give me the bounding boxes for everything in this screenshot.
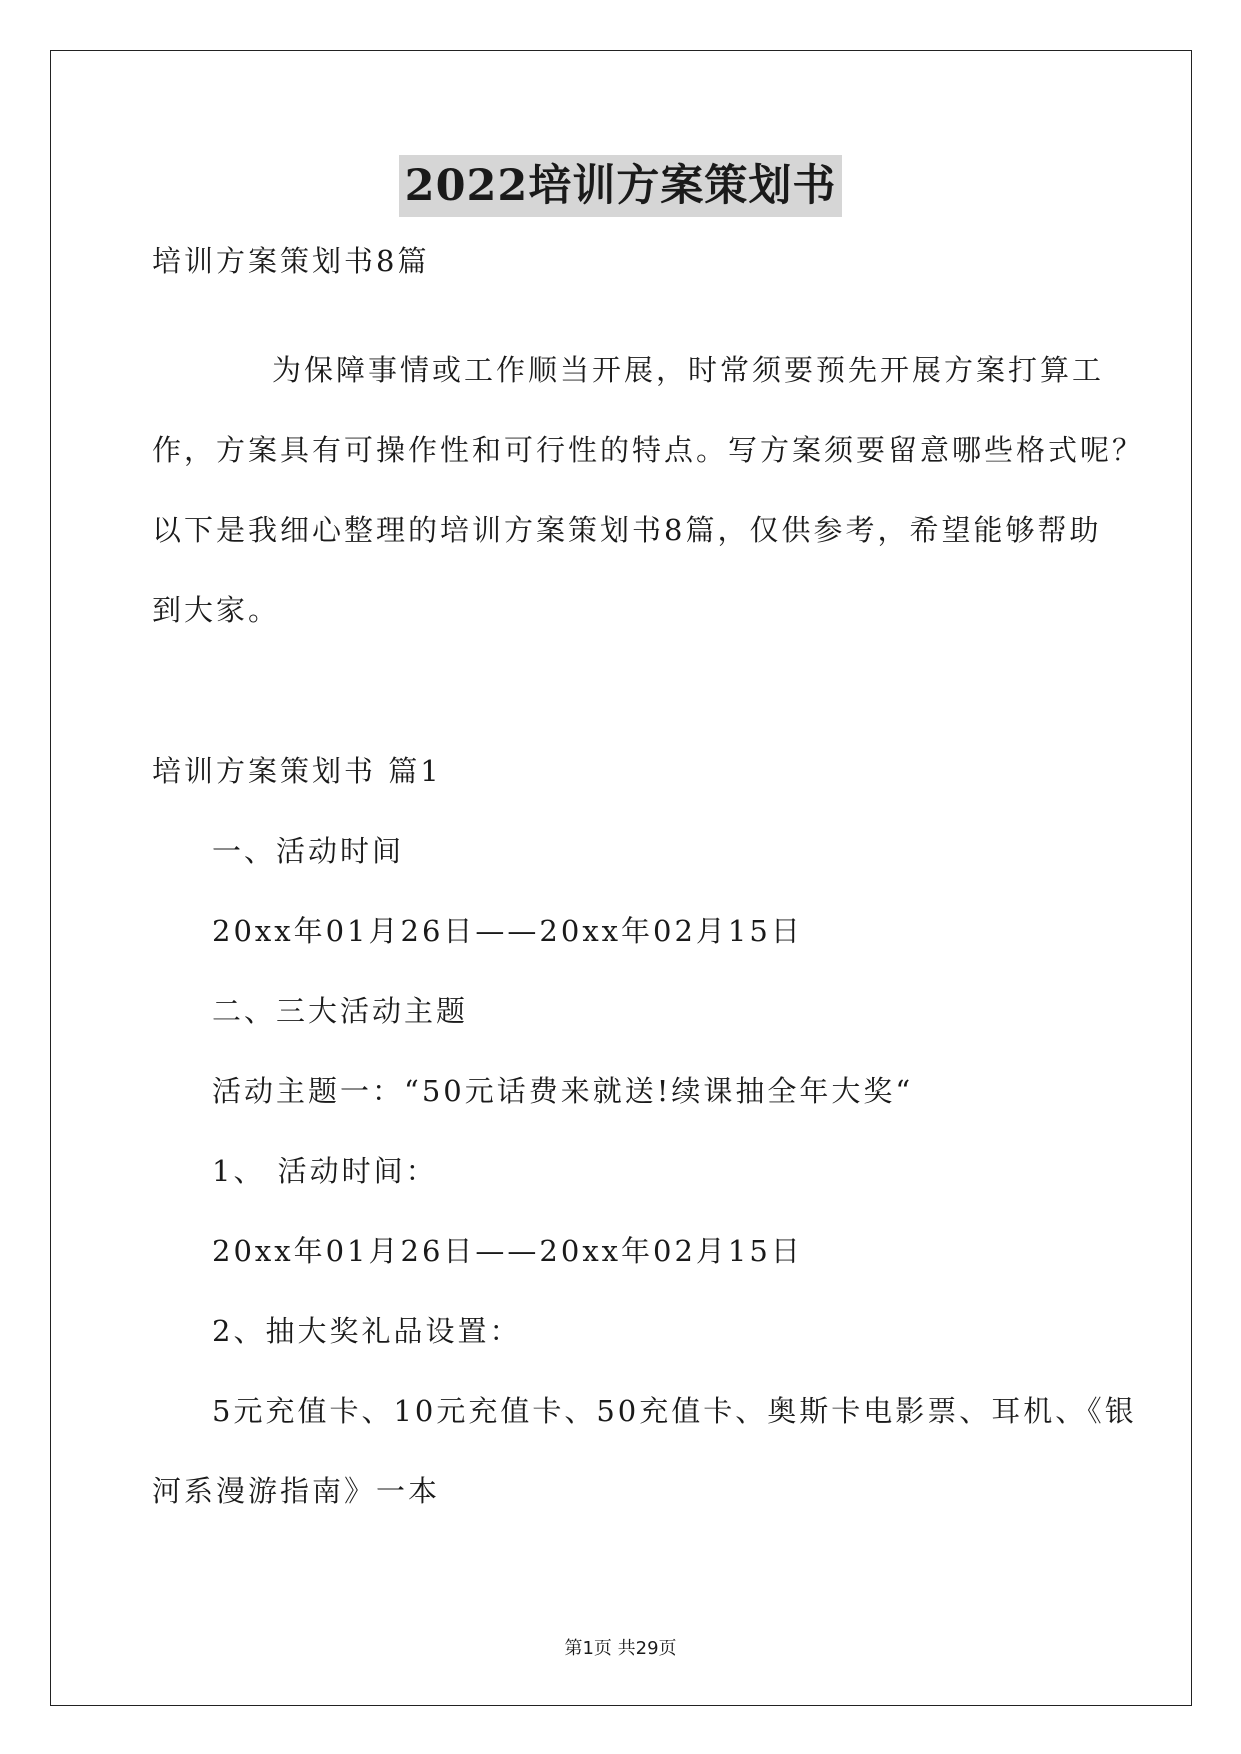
page-border bbox=[50, 50, 1192, 1706]
intro-line-1: 为保障事情或工作顺当开展，时常须要预先开展方案打算工 bbox=[272, 353, 1105, 387]
body-line-4: 活动主题一：“50元话费来就送!续课抽全年大奖“ bbox=[212, 1074, 914, 1108]
intro-line-3: 以下是我细心整理的培训方案策划书8篇，仅供参考，希望能够帮助 bbox=[152, 513, 1102, 547]
body-line-3: 二、三大活动主题 bbox=[212, 994, 469, 1028]
title-container bbox=[0, 155, 1241, 217]
body-line-7: 2、抽大奖礼品设置： bbox=[212, 1314, 522, 1348]
page-footer: 第1页 共29页 bbox=[564, 1638, 677, 1659]
body-line-8: 5元充值卡、10元充值卡、50充值卡、奥斯卡电影票、耳机、《银 bbox=[212, 1394, 1137, 1428]
document-title: 2022培训方案策划书 bbox=[399, 155, 843, 217]
body-line-9: 河系漫游指南》一本 bbox=[152, 1474, 441, 1508]
section-heading: 培训方案策划书 篇1 bbox=[152, 754, 442, 788]
intro-line-4: 到大家。 bbox=[152, 593, 281, 627]
body-line-2: 20xx年01月26日——20xx年02月15日 bbox=[212, 914, 803, 948]
intro-line-2: 作，方案具有可操作性和可行性的特点。写方案须要留意哪些格式呢？ bbox=[152, 433, 1145, 467]
body-line-1: 一、活动时间 bbox=[212, 834, 405, 868]
body-line-6: 20xx年01月26日——20xx年02月15日 bbox=[212, 1234, 803, 1268]
document-subtitle: 培训方案策划书8篇 bbox=[152, 244, 430, 278]
body-line-5: 1、 活动时间： bbox=[212, 1154, 438, 1188]
